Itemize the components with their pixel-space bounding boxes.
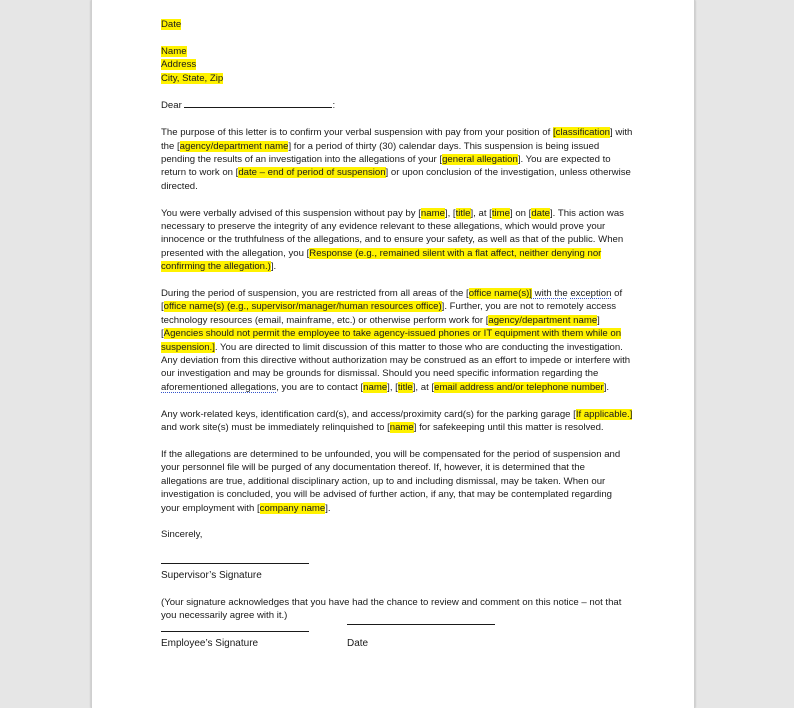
date-placeholder[interactable]: Date <box>161 19 182 30</box>
letter-body <box>161 18 633 651</box>
text: During the period of suspension, you are restricted from all areas of the [ <box>161 288 469 300</box>
text: If the allegations are determined to be unfounded, you will be compensated for the period of suspension and your personnel file will be purged of any documentation thereof. If, however, it is determined that the allegations are true, additional disciplinary action, up to and including dismissal, may be taken. When our investigation is concluded, you will be advised of further action, if any, that may be contemplated regarding your employment with [ <box>161 448 621 514</box>
classification-placeholder[interactable]: [classification <box>552 127 610 139</box>
text: ]. This action was necessary to preserve the integrity of any evidence relevant to these allegations, which would prove your innocence or the truthfulness of the allegations, and to ensure your safety, as well as that of the public. When presented with the allegation, you [ <box>161 207 624 259</box>
paragraph-restrictions <box>161 287 633 394</box>
text: The purpose of this letter is to confirm your verbal suspension with pay from your position of <box>161 127 553 139</box>
employee-signature-line-row <box>161 623 633 637</box>
text: ] for a period of thirty (30) calendar days. This suspension is being issued pending the results of an investigation into the allegations of your [ <box>161 140 600 166</box>
text: and work site(s) must be immediately relinquished to [ <box>161 422 390 434</box>
header-city <box>161 72 633 85</box>
acknowledgement-text: (Your signature acknowledges that you have had the chance to review and comment on this notice – not that you necessarily agree with it.) <box>161 596 622 622</box>
supervisor-signature-line-row <box>161 555 633 569</box>
document-page <box>91 0 695 708</box>
employee-signature-line[interactable] <box>161 630 309 632</box>
end-date-placeholder[interactable]: date – end of period of suspension <box>238 167 386 179</box>
paragraph-keys <box>161 408 633 435</box>
employee-signature-label: Employee’s Signature <box>161 637 259 649</box>
text: ], at [ <box>470 207 492 219</box>
text: with the <box>531 288 568 300</box>
salutation-prefix: Dear <box>161 100 182 112</box>
agency-placeholder[interactable]: agency/department name <box>179 140 289 152</box>
text: ]. <box>270 261 277 273</box>
response-placeholder[interactable]: Response (e.g., remained silent with a flat affect, neither denying nor confirming the allegation.) <box>161 247 602 273</box>
name-placeholder[interactable]: name <box>363 381 388 393</box>
text: ]. <box>325 502 331 514</box>
text: ] for safekeeping until this matter is resolved. <box>413 422 604 434</box>
supervisor-signature-label: Supervisor’s Signature <box>161 570 262 582</box>
date-signature-line[interactable] <box>347 623 495 625</box>
text: ] [ <box>161 314 600 340</box>
date-placeholder[interactable]: date <box>531 207 551 219</box>
text: Any work-related keys, identification card(s), and access/proximity card(s) for the parking garage [ <box>161 408 576 420</box>
paragraph-purpose <box>161 126 633 193</box>
date-label: Date <box>347 637 369 649</box>
header-name <box>161 45 633 58</box>
if-applicable-placeholder[interactable]: If applicable.] <box>575 408 633 420</box>
text: of [ <box>161 288 623 313</box>
text: ] with the [ <box>161 127 633 152</box>
salutation <box>161 98 633 112</box>
general-allegation-placeholder[interactable]: general allegation <box>442 154 518 166</box>
time-placeholder[interactable]: time <box>491 207 510 219</box>
agency-equipment-note-placeholder[interactable]: Agencies should not permit the employee to take agency-issued phones or IT equipment with them while on suspension.] <box>161 328 622 353</box>
paragraph-advised <box>161 207 633 274</box>
agency-placeholder[interactable]: agency/department name <box>488 314 598 326</box>
text: exception <box>570 288 612 300</box>
address-placeholder[interactable]: Address <box>161 59 197 71</box>
header-address <box>161 58 633 71</box>
text: ] or upon conclusion of the investigation, unless otherwise directed. <box>161 167 631 192</box>
salutation-suffix: : <box>332 100 336 112</box>
text: ], [ <box>444 207 456 219</box>
company-name-placeholder[interactable]: company name <box>259 502 326 514</box>
name-placeholder[interactable]: name <box>389 422 414 434</box>
employee-signature-labels <box>161 637 633 651</box>
recipient-blank-line[interactable] <box>184 98 332 108</box>
text: . You are directed to limit discussion of this matter to those who are conducting the investigation. Any deviation from this directive without authorization may be construed as an effort to impede or interfere with our investigation and may be grounds for dismissal. Should you need specific information regarding the <box>161 341 631 380</box>
text: , you are to contact [ <box>276 381 364 393</box>
name-placeholder[interactable]: Name <box>161 45 187 57</box>
title-placeholder[interactable]: title <box>397 381 413 393</box>
title-placeholder[interactable]: title <box>455 207 471 219</box>
office-names-placeholder[interactable]: office name(s)] <box>468 288 532 300</box>
header-date <box>161 18 633 31</box>
text: ]. Further, you are not to remotely access technology resources (email, mainframe, etc.) or otherwise perform work for [ <box>161 301 617 326</box>
city-state-zip-placeholder[interactable]: City, State, Zip <box>161 72 224 84</box>
text: ], [ <box>387 381 398 393</box>
supervisor-signature-line[interactable] <box>161 562 309 564</box>
name-placeholder[interactable]: name <box>420 207 445 219</box>
contact-placeholder[interactable]: email address and/or telephone number <box>434 381 604 393</box>
text: ]. You are expected to return to work on [ <box>161 154 611 179</box>
text: ] on [ <box>509 207 532 219</box>
text: aforementioned allegations <box>161 381 277 393</box>
closing: Sincerely, <box>161 529 203 541</box>
office-examples-placeholder[interactable]: office name(s) (e.g., supervisor/manager/human resources office) <box>163 301 442 313</box>
paragraph-outcome <box>161 448 633 515</box>
text: ]. <box>603 381 610 393</box>
text: ], at [ <box>412 381 435 393</box>
text: You were verbally advised of this suspension without pay by [ <box>161 207 421 219</box>
